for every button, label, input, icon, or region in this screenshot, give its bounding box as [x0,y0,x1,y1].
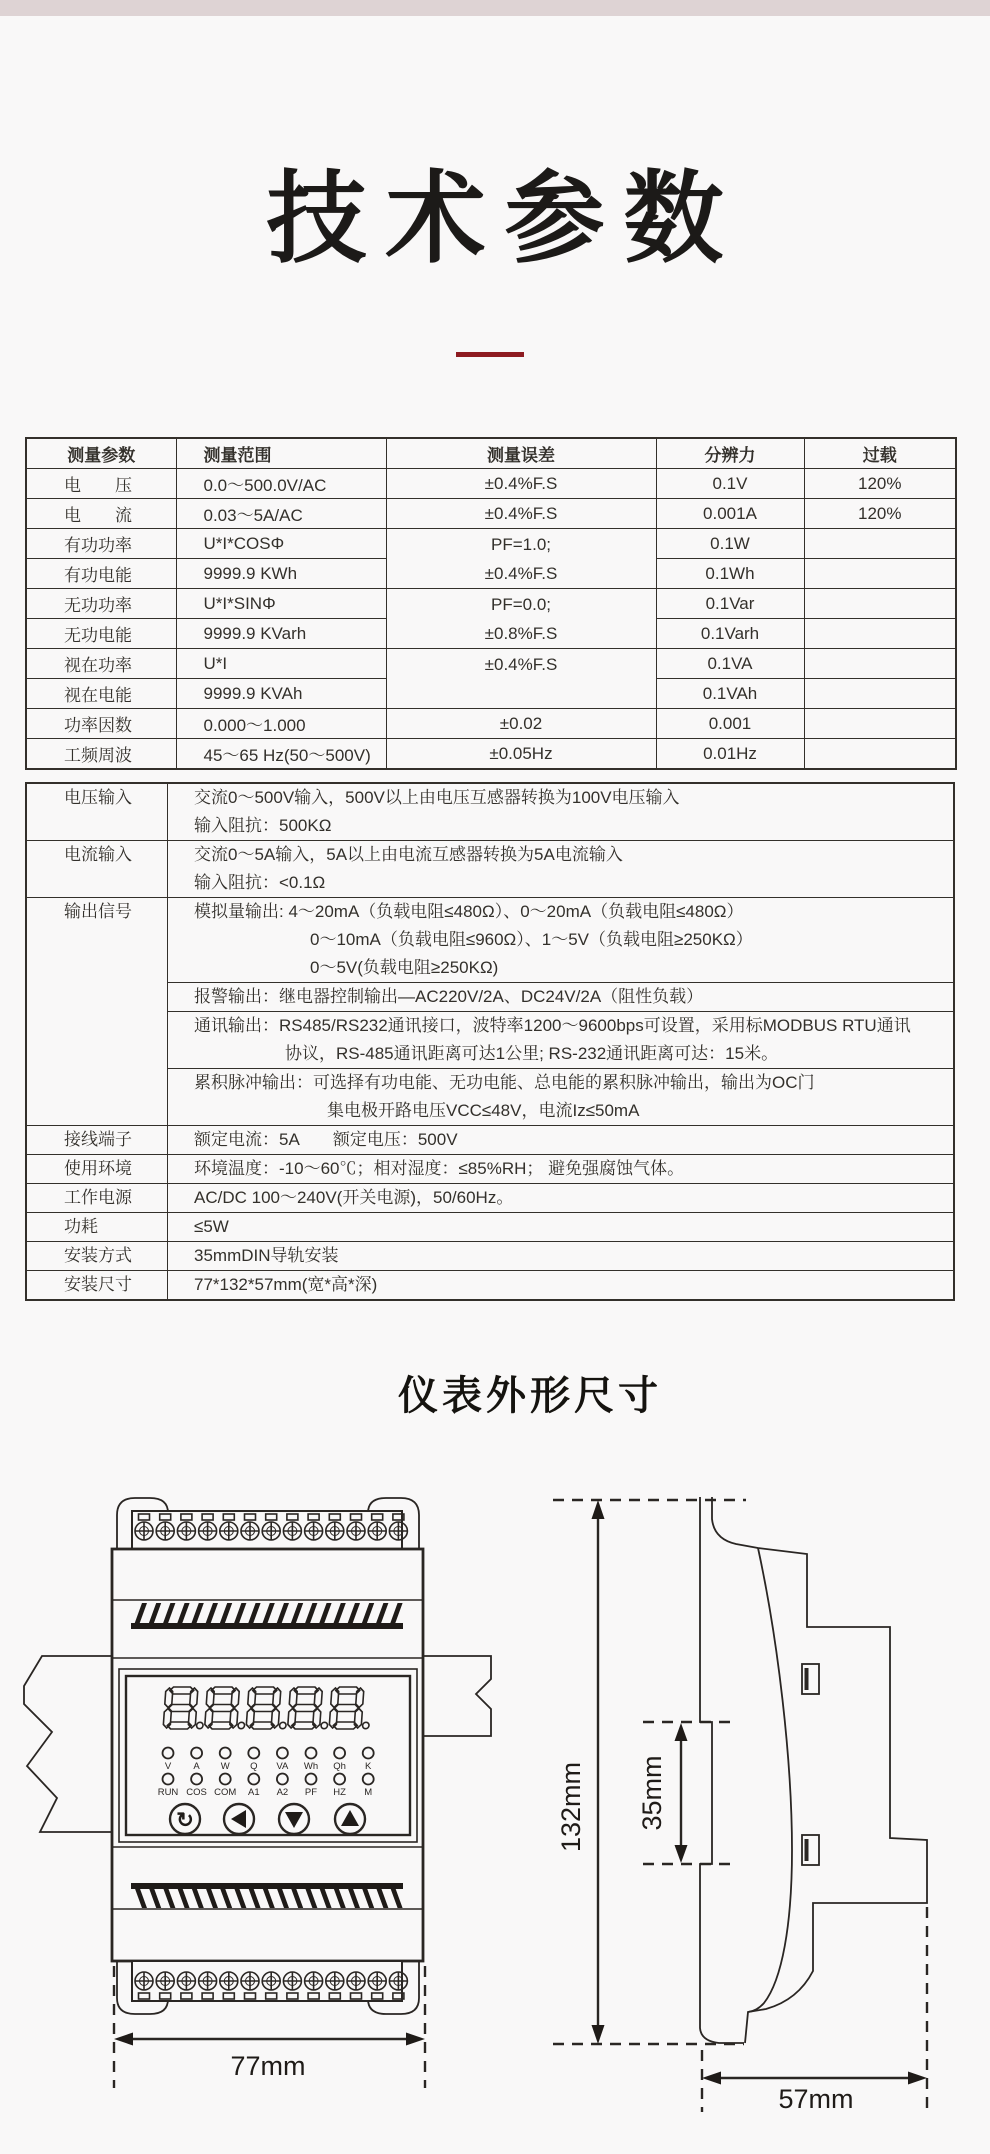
spec-cell: 有功功率 [26,529,176,559]
spec-cell-merged [386,529,656,589]
table-row [26,649,956,679]
spec-cell: 0.1W [656,529,804,559]
side-profile-curve [748,1548,792,2012]
page-title: 技术参数 [266,163,743,275]
io-detail-table [25,782,955,1301]
spec-cell: 工频周波 [26,739,176,770]
top-accent-bar [0,0,990,16]
spec-cell: 9999.9 KVarh [176,619,386,649]
spec-cell: 0.001 [656,709,804,739]
detail-line: 交流0～500V输入，500V以上由电压互感器转换为100V电压输入 [194,788,680,807]
led-label: Qh [333,1761,346,1772]
spec-cell [804,679,956,709]
table-row [27,1125,953,1154]
spec-cell: 视在功率 [26,649,176,679]
spec-cell: 电 流 [26,499,176,529]
spec-cell: 0.1VA [656,649,804,679]
up-button [335,1804,365,1834]
row-label: 功耗 [27,1213,168,1241]
detail-line: 环境温度：-10～60℃；相对湿度：≤85%RH； 避免强腐蚀气体。 [194,1159,685,1178]
led-label: VA [276,1761,289,1772]
led-label: COS [186,1787,207,1798]
led-label: Wh [303,1761,319,1772]
spec-cell: U*I*COSΦ [176,529,386,559]
led-label: K [365,1761,372,1772]
table-row [26,709,956,739]
detail-line: 输入阻抗：<0.1Ω [194,873,326,892]
row-label: 使用环境 [27,1155,168,1183]
spec-cell: ±0.02 [386,709,656,739]
output-section-analog [168,898,953,982]
dim-height [556,1500,605,2044]
din-clip-upper [802,1664,819,1694]
spec-cell [804,619,956,649]
table-row [27,840,953,897]
spec-cell-line: ±0.8%F.S [484,623,558,643]
detail-line: AC/DC 100～240V(开关电源)，50/60Hz。 [194,1188,514,1207]
detail-line: 77*132*57mm(宽*高*深) [194,1275,378,1294]
spec-cell: 0.03～5A/AC [176,499,386,529]
setting-button [170,1804,200,1834]
display-panel-inner [126,1676,410,1835]
spec-cell: 9999.9 KVAh [176,679,386,709]
detail-line: 通讯输出：RS485/RS232通讯接口，波特率1200～9600bps可设置，采用标MODBUS RTU通讯 [194,1016,911,1035]
vent-slats-top [134,1603,403,1625]
header-cell: 测量参数 [26,438,176,469]
title-divider [456,352,524,357]
dim-rail [637,1723,688,1863]
spec-cell: 120% [804,499,956,529]
row-label: 安装尺寸 [27,1271,168,1299]
table-row [26,529,956,559]
spec-cell-merged [386,589,656,649]
spec-cell: ±0.4%F.S [386,469,656,499]
spec-cell: 9999.9 KWh [176,559,386,589]
table-row [26,499,956,529]
led-label: PF [304,1787,318,1798]
detail-line: 累积脉冲输出：可选择有功电能、无功电能、总电能的累积脉冲输出，输出为OC门 [194,1073,815,1092]
spec-cell: 0.01Hz [656,739,804,770]
spec-cell: 0.1Varh [656,619,804,649]
dim-height-label: 132mm [556,1761,586,1853]
spec-cell [804,589,956,619]
led-label: W [220,1761,230,1772]
row-label: 电压输入 [27,784,168,840]
table-header-row [26,438,956,469]
spec-cell: ±0.05Hz [386,739,656,770]
row-label: 工作电源 [27,1184,168,1212]
table-row [27,1270,953,1299]
table-row [27,1183,953,1212]
row-label: 输出信号 [27,898,168,1125]
spec-cell-line: PF=0.0; [490,594,551,614]
spec-cell [804,559,956,589]
detail-line: 集电极开路电压VCC≤48V，电流Iz≤50mA [327,1101,640,1120]
detail-line: 0～5V(负载电阻≥250KΩ) [310,958,499,977]
spec-cell [804,709,956,739]
table-row [27,1241,953,1270]
table-row [27,784,953,840]
front-view [24,1498,491,2088]
cycle-icon: ↻ [176,1809,194,1832]
spec-cell: 0.000～1.000 [176,709,386,739]
led-label: A2 [276,1787,289,1798]
down-arrow-icon [285,1812,303,1828]
table-row [26,589,956,619]
spec-cell: 电 压 [26,469,176,499]
table-row [27,1154,953,1183]
header-cell: 测量范围 [176,438,386,469]
led-label: RUN [157,1787,179,1798]
spec-cell: 45～65 Hz(50～500V) [176,739,386,770]
spec-cell: ±0.4%F.S [386,499,656,529]
detail-line: 0～10mA（负载电阻≤960Ω）、1～5V（负载电阻≥250KΩ） [310,930,753,949]
row-label: 安装方式 [27,1242,168,1270]
detail-line: 额定电流：5A 额定电压：500V [194,1130,458,1149]
header-cell: 测量误差 [386,438,656,469]
spec-cell: 视在电能 [26,679,176,709]
spec-cell-line [387,679,656,708]
detail-line: 模拟量输出: 4～20mA（负载电阻≤480Ω）、0～20mA（负载电阻≤480Ω） [194,902,744,921]
table-row [26,469,956,499]
detail-line: 协议，RS-485通讯距离可达1公里; RS-232通讯距离可达：15米。 [285,1044,779,1063]
spec-cell: 功率因数 [26,709,176,739]
spec-cell: 120% [804,469,956,499]
led-label: Q [250,1761,258,1772]
left-button [224,1804,254,1834]
row-label: 接线端子 [27,1126,168,1154]
detail-line: ≤5W [194,1217,229,1236]
output-section-pulse [168,1068,953,1125]
side-profile-outline [712,1497,927,2043]
detail-line: 交流0～5A输入，5A以上由电流互感器转换为5A电流输入 [194,845,623,864]
led-label: A1 [247,1787,260,1798]
dim-depth [702,1907,927,2114]
table-row [26,739,956,770]
din-rail-right-stub [423,1656,491,1736]
spec-cell: 0.001A [656,499,804,529]
seven-segment-display [163,1687,372,1729]
table-row [27,897,953,1125]
detail-line: 报警输出：继电器控制输出—AC220V/2A、DC24V/2A（阻性负载） [194,987,704,1006]
led-label: V [164,1761,172,1772]
spec-cell: U*I [176,649,386,679]
spec-cell [804,529,956,559]
dim-depth-label: 57mm [778,2084,854,2114]
side-profile-front [700,1497,744,2043]
spec-cell: 0.1VAh [656,679,804,709]
spec-cell: 无功电能 [26,619,176,649]
header-cell: 分辨力 [656,438,804,469]
dim-width-label: 77mm [230,2051,306,2081]
vent-slats-bottom [134,1886,403,1908]
dimension-drawing [0,1440,990,2154]
led-indicators [158,1748,374,1799]
spec-cell: 0.0～500.0V/AC [176,469,386,499]
spec-cell-line: ±0.4%F.S [484,654,558,674]
led-label: HZ [333,1787,346,1798]
output-section-comm [168,1011,953,1068]
din-clip-lower [802,1835,819,1865]
spec-cell: 有功电能 [26,559,176,589]
spec-cell: 0.1Wh [656,559,804,589]
header-cell: 过载 [804,438,956,469]
dim-rail-label: 35mm [637,1755,667,1831]
spec-cell: 0.1Var [656,589,804,619]
led-label: A [193,1761,200,1772]
spec-cell: U*I*SINΦ [176,589,386,619]
detail-line: 35mmDIN导轨安装 [194,1246,339,1265]
up-arrow-icon [341,1810,359,1826]
dimensions-section-title: 仪表外形尺寸 [398,1374,662,1418]
row-label: 电流输入 [27,841,168,897]
measurement-spec-table [25,437,957,770]
spec-cell [804,739,956,770]
left-arrow-icon [231,1810,246,1828]
spec-cell: 无功功率 [26,589,176,619]
output-section-alarm [168,982,953,1011]
spec-cell-line: PF=1.0; [490,534,551,554]
down-button [279,1804,309,1834]
spec-cell: 0.1V [656,469,804,499]
din-rail-left-stub [24,1656,112,1832]
spec-cell-line: ±0.4%F.S [484,563,558,583]
table-row [27,1212,953,1241]
detail-line: 输入阻抗：500KΩ [194,816,332,835]
led-label: COM [214,1787,237,1798]
spec-cell [804,649,956,679]
led-label: M [364,1787,373,1798]
vent-bar-top [131,1623,403,1629]
spec-cell-merged [386,649,656,709]
side-view [553,1497,927,2114]
